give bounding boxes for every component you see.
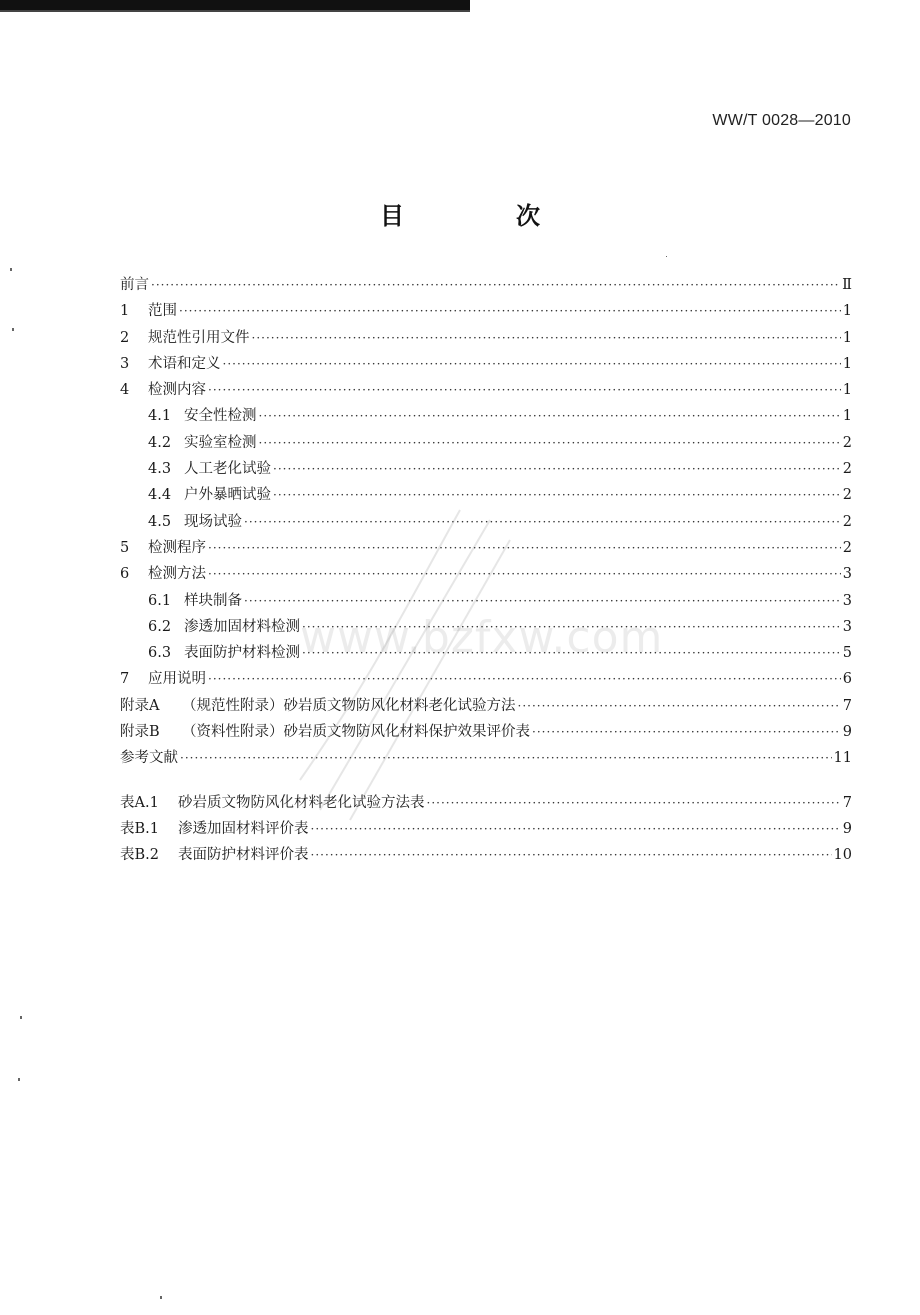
- toc-title: 检测方法: [148, 566, 206, 583]
- toc-page: 7: [842, 794, 852, 811]
- standard-code: WW/T 0028—2010: [712, 112, 851, 129]
- watermark-text: www.bzfxw.com: [300, 612, 664, 663]
- toc-num: 附录A: [120, 697, 160, 714]
- toc-num: 2: [120, 329, 130, 346]
- toc-num: 6: [120, 566, 130, 583]
- toc-title: 参考文献: [120, 750, 178, 767]
- dot-leader: [151, 272, 840, 298]
- toc-num: 3: [120, 355, 130, 372]
- toc-title: 检测程序: [148, 539, 206, 556]
- toc-num: 1: [120, 303, 130, 320]
- toc-title: 表面防护材料检测: [184, 645, 300, 662]
- toc-page: Ⅱ: [842, 277, 852, 293]
- toc-title: （规范性附录）砂岩质文物防风化材料老化试验方法: [182, 697, 516, 714]
- toc-num: 4.5: [148, 513, 172, 530]
- toc-page: 7: [842, 697, 852, 714]
- toc-title: 检测内容: [148, 382, 206, 399]
- toc-num: 4: [120, 382, 130, 399]
- toc-num: 6.3: [148, 645, 172, 662]
- toc-num: 6.2: [148, 618, 172, 635]
- toc-page: 3: [842, 592, 852, 609]
- toc-num: 附录B: [120, 724, 160, 741]
- toc-subentry[interactable]: [120, 456, 852, 482]
- toc-entry[interactable]: [120, 377, 852, 403]
- toc-title: 渗透加固材料检测: [184, 618, 300, 635]
- toc-page: 2: [842, 539, 852, 556]
- toc-num: 4.2: [148, 434, 172, 451]
- scan-speck: [20, 1016, 22, 1019]
- toc-page: 2: [842, 513, 852, 530]
- toc-title: 人工老化试验: [184, 461, 271, 478]
- toc-entry[interactable]: [120, 325, 852, 351]
- toc-num: 5: [120, 539, 130, 556]
- toc-page: 3: [842, 618, 852, 635]
- toc-page: 2: [842, 461, 852, 478]
- toc-page: 2: [842, 487, 852, 504]
- toc-page: 1: [842, 382, 852, 399]
- toc-num: 4.4: [148, 487, 172, 504]
- toc-title: 户外暴晒试验: [184, 487, 271, 504]
- toc-title: 实验室检测: [184, 434, 257, 451]
- toc-page: 1: [842, 303, 852, 320]
- toc-entry-preface[interactable]: [120, 272, 852, 298]
- toc-title: 表面防护材料评价表: [178, 847, 309, 864]
- dot-leader: [259, 430, 841, 456]
- toc-title: 应用说明: [148, 671, 206, 688]
- toc-page: 1: [842, 408, 852, 425]
- toc-page: 3: [842, 566, 852, 583]
- toc-num: 4.3: [148, 461, 172, 478]
- scan-speck: [12, 328, 14, 331]
- dot-leader: [532, 719, 841, 745]
- toc-page: 9: [842, 820, 852, 837]
- page-title: 目 次: [380, 202, 584, 230]
- toc-num: 4.1: [148, 408, 172, 425]
- toc-page: 10: [833, 847, 852, 864]
- toc-title: 砂岩质文物防风化材料老化试验方法表: [178, 794, 425, 811]
- toc-title: 现场试验: [184, 513, 242, 530]
- dot-leader: [259, 403, 841, 429]
- toc-title: 前言: [120, 277, 149, 293]
- scan-speck: [160, 1296, 162, 1299]
- toc-title: 样块制备: [184, 592, 242, 609]
- toc-entry[interactable]: [120, 298, 852, 324]
- toc-title: 术语和定义: [148, 355, 221, 372]
- dot-leader: [223, 351, 841, 377]
- scan-speck: [10, 268, 12, 271]
- scan-speck: [18, 1078, 20, 1081]
- dot-leader: [518, 693, 841, 719]
- toc-num: 6.1: [148, 592, 172, 609]
- scan-speck: [666, 256, 667, 257]
- toc-title: 安全性检测: [184, 408, 257, 425]
- dot-leader: [273, 456, 841, 482]
- toc-title: 渗透加固材料评价表: [178, 820, 309, 837]
- toc-page: 1: [842, 329, 852, 346]
- dot-leader: [311, 842, 832, 868]
- toc-page: 6: [842, 671, 852, 688]
- toc-page: 2: [842, 434, 852, 451]
- toc-title: 规范性引用文件: [148, 329, 250, 346]
- toc-page: 11: [833, 750, 852, 767]
- toc-page: 1: [842, 355, 852, 372]
- toc-title: 范围: [148, 303, 177, 320]
- toc-entry[interactable]: [120, 351, 852, 377]
- toc-page: 5: [842, 645, 852, 662]
- toc-subentry[interactable]: [120, 403, 852, 429]
- toc-subentry[interactable]: [120, 430, 852, 456]
- toc-page: 9: [842, 724, 852, 741]
- dot-leader: [208, 377, 841, 403]
- top-rule: [0, 0, 470, 12]
- toc-table-entry[interactable]: [120, 842, 852, 868]
- toc-title: （资料性附录）砂岩质文物防风化材料保护效果评价表: [182, 724, 530, 741]
- dot-leader: [252, 325, 841, 351]
- toc-num: 表A.1: [120, 794, 159, 811]
- dot-leader: [179, 298, 841, 324]
- toc-num: 7: [120, 671, 130, 688]
- toc-num: 表B.2: [120, 847, 159, 864]
- toc-num: 表B.1: [120, 820, 159, 837]
